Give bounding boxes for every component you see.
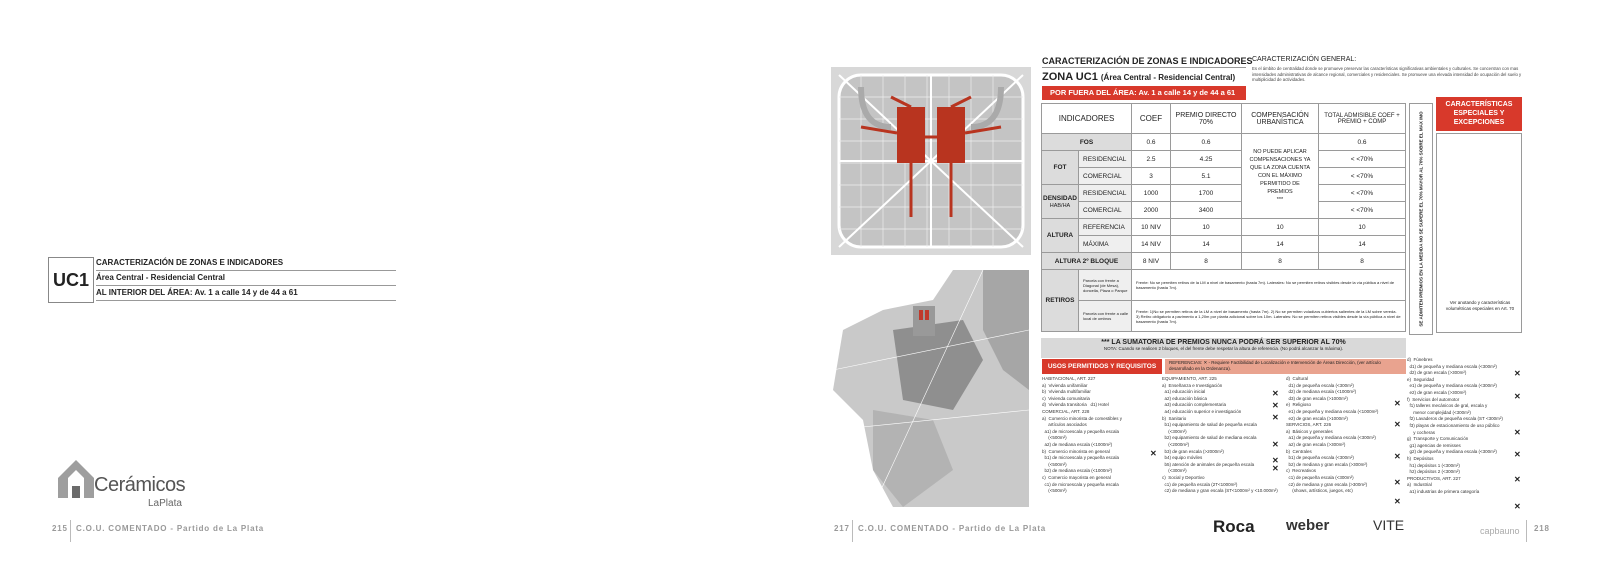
altura-maxima-premio: 14 bbox=[1171, 236, 1242, 253]
right-heading: CARACTERIZACIÓN DE ZONAS E INDICADORES bbox=[1042, 56, 1253, 66]
densidad-residencial-premio: 1700 bbox=[1171, 185, 1242, 202]
x-mark-icon: ✕ bbox=[1272, 464, 1279, 473]
zone-code-box: UC1 bbox=[48, 257, 94, 303]
altura-maxima-coef: 14 NIV bbox=[1132, 236, 1171, 253]
header-indicadores: INDICADORES bbox=[1042, 104, 1132, 134]
page-number-right-a: 217 bbox=[834, 524, 850, 533]
altura-maxima-label: MÁXIMA bbox=[1079, 236, 1132, 253]
densidad-text: DENSIDAD bbox=[1043, 194, 1077, 202]
altura2-coef: 8 NIV bbox=[1132, 253, 1171, 270]
compensation-note bbox=[1242, 134, 1319, 219]
logo-sub-text: LaPlata bbox=[148, 498, 182, 509]
footer-title-left: C.O.U. COMENTADO - Partido de La Plata bbox=[76, 524, 265, 533]
fot-comercial-total: < <70% bbox=[1319, 168, 1406, 185]
zone-heading-line-3: AL INTERIOR DEL ÁREA: Av. 1 a calle 14 y de 44 a 61 bbox=[96, 285, 396, 301]
usos-column-4: d) Fúnebres d1) de pequeña y mediana escala (<300m²) d2) de gran escala (>300m²) e) Seguridad e1) de pequeña y mediana escala (<300m²) e2) de gran escala (>300m²) f) Servicios del automotor f1) talleres mecánicos de gral, escala y menor complejidad (<300m²) f2) Lavaderos de pequeña escala (ST <300m²) f3) playas de estacionamiento de uso público y cocheras g) Transporte y Comunicación g1) agencias de remisses g2) de pequeña y mediana escala (<300m²) h) Depósitos h1) depósitos 1 (<300m²) h2) depósitos 2 (<300m²) PRODUCTIVOS, ART. 227 a) Industrial a1) industrias de primera categoría bbox=[1407, 357, 1503, 494]
altura2-total: 8 bbox=[1319, 253, 1406, 270]
row-altura2-label: ALTURA 2º BLOQUE bbox=[1042, 253, 1132, 270]
retiros-2-text: Frente: 1)No se permiten retiros de la LM a nivel de basamento (hasta 7m). 2) No se permiten voladizos cubiertos salientes de la LM sobre vereda. 3) Retiro obligatorio a pavimento a 1,20m por planta adicional sobre los 10m. Laterales: No se permiten retiros visibles desde la vía pública a nivel de basamento (hasta 7m). bbox=[1132, 301, 1406, 332]
densidad-residencial-total: < <70% bbox=[1319, 185, 1406, 202]
altura-referencia-label: REFERENCIA bbox=[1079, 219, 1132, 236]
densidad-residencial-coef: 1000 bbox=[1132, 185, 1171, 202]
fot-residencial-label: RESIDENCIAL bbox=[1079, 151, 1132, 168]
x-mark-icon: ✕ bbox=[1514, 450, 1521, 459]
retiros-1-text: Frente: No se permiten retiros de la LM a nivel de basamento (hasta 7m). Laterales: No se permiten retiros visibles desde la vía pública a nivel de basamento (hasta 7m). bbox=[1132, 270, 1406, 301]
retiros-1-label: Parcela con frente a Diagonal (de Mesa), doncella, Plaza o Parque bbox=[1079, 270, 1132, 301]
capbauno-logo: capbauno bbox=[1480, 526, 1520, 536]
x-mark-icon: ✕ bbox=[1394, 478, 1401, 487]
zone-heading-line-2: Área Central - Residencial Central bbox=[96, 270, 396, 286]
general-text: Es el ámbito de centralidad donde se promueve preservar las características significativas ambientales y culturales. Se concentran con mas intensidades administrativas de alcance regional, comerciales y residenciales. Se promueve una elevada intensidad de ocupación del suelo y multiplicidad de actividades. bbox=[1252, 66, 1522, 83]
premium-sum-note bbox=[1041, 338, 1406, 358]
footer-divider bbox=[852, 520, 853, 542]
x-mark-icon: ✕ bbox=[1272, 413, 1279, 422]
header-premio: PREMIO DIRECTO 70% bbox=[1171, 104, 1242, 134]
general-title: CARACTERIZACIÓN GENERAL: bbox=[1252, 56, 1357, 63]
x-mark-icon: ✕ bbox=[1394, 497, 1401, 506]
vertical-note-box bbox=[1409, 103, 1433, 335]
characteristics-box: CARACTERÍSTICAS ESPECIALES Y EXCEPCIONES bbox=[1436, 97, 1522, 131]
row-retiros-label: RETIROS bbox=[1042, 270, 1079, 332]
zone-heading-block bbox=[48, 255, 398, 305]
characteristics-note: Ver anotando y características volumétricas especiales en Art. 70 bbox=[1445, 300, 1515, 311]
x-mark-icon: ✕ bbox=[1514, 502, 1521, 511]
vite-logo: VITE bbox=[1373, 517, 1405, 533]
x-mark-icon: ✕ bbox=[1272, 389, 1279, 398]
x-mark-icon: ✕ bbox=[1272, 456, 1279, 465]
zone-title bbox=[1042, 71, 1235, 83]
header-compensacion: COMPENSACIÓN URBANÍSTICA bbox=[1242, 104, 1319, 134]
fos-premio: 0.6 bbox=[1171, 134, 1242, 151]
fot-comercial-label: COMERCIAL bbox=[1079, 168, 1132, 185]
header-total: TOTAL ADMISIBLE COEF + PREMIO + COMP bbox=[1319, 104, 1406, 134]
x-mark-icon: ✕ bbox=[1272, 401, 1279, 410]
logo-main-text: Cerámicos bbox=[94, 474, 186, 496]
altura-referencia-comp: 10 bbox=[1242, 219, 1319, 236]
indicators-table bbox=[1041, 103, 1406, 332]
sum-note-sub: NOTA: Cuando se realicen 2 bloques, el del frente debe respetar la altura de referencia. (No podrá alcanzar la máxima). bbox=[1103, 346, 1344, 351]
weber-logo: weber bbox=[1286, 517, 1330, 534]
usos-references: REFERENCIAS: ✕ - Requiere Factibilidad de Localización e Intervención de Áreas Dirección, (ver artículo desarrollado en la Ordenanza). bbox=[1165, 359, 1406, 374]
row-fot-label: FOT bbox=[1042, 151, 1079, 185]
altura2-comp: 8 bbox=[1242, 253, 1319, 270]
x-mark-icon: ✕ bbox=[1394, 420, 1401, 429]
altura-referencia-coef: 10 NIV bbox=[1132, 219, 1171, 236]
roca-logo: Roca bbox=[1213, 517, 1255, 536]
x-mark-icon: ✕ bbox=[1394, 399, 1401, 408]
ceramicos-logo bbox=[56, 456, 206, 516]
compensation-stars: *** bbox=[1276, 197, 1284, 203]
fos-coef: 0.6 bbox=[1132, 134, 1171, 151]
x-mark-icon: ✕ bbox=[1272, 440, 1279, 449]
footer-title-right: C.O.U. COMENTADO - Partido de La Plata bbox=[858, 524, 1047, 533]
fot-residencial-premio: 4.25 bbox=[1171, 151, 1242, 168]
zone-subtitle: (Área Central - Residencial Central) bbox=[1100, 73, 1236, 82]
densidad-comercial-coef: 2000 bbox=[1132, 202, 1171, 219]
characteristics-panel bbox=[1436, 133, 1522, 333]
retiros-2-label: Parcela con frente a calle local de ombros bbox=[1079, 301, 1132, 332]
fot-residencial-total: < <70% bbox=[1319, 151, 1406, 168]
fot-comercial-coef: 3 bbox=[1132, 168, 1171, 185]
densidad-comercial-total: < <70% bbox=[1319, 202, 1406, 219]
densidad-residencial-label: RESIDENCIAL bbox=[1079, 185, 1132, 202]
compensation-text: NO PUEDE APLICAR COMPENSACIONES YA QUE LA ZONA CUENTA CON EL MÁXIMO PERMITIDO DE PREMIOS bbox=[1249, 149, 1311, 195]
altura-referencia-premio: 10 bbox=[1171, 219, 1242, 236]
densidad-comercial-label: COMERCIAL bbox=[1079, 202, 1132, 219]
x-mark-icon: ✕ bbox=[1514, 428, 1521, 437]
x-mark-icon: ✕ bbox=[1150, 449, 1157, 458]
densidad-comercial-premio: 3400 bbox=[1171, 202, 1242, 219]
usos-column-3: d) Cultural d1) de pequeña escala (<300m²) d2) de mediana escala (<1000m²) d3) de gran escala (>1000m²) e) Religioso e1) de pequeña y mediana escala (<1000m²) e2) de gran escala (>1000m²) SERVICIOS, ART. 226 a) Básicos y generales a1) de pequeña y mediana escala (<300m²) a2) de gran escala (>300m²) b) Centrales b1) de pequeña escala (<300m²) b2) de mediana y gran escala (>300m²) c) Recreativos c1) de pequeña escala (<300m²) c2) de mediana y gran escala (>300m²) (shows, artísticos, juegos, etc) bbox=[1286, 376, 1379, 494]
row-altura-label: ALTURA bbox=[1042, 219, 1079, 253]
area-banner: POR FUERA DEL ÁREA: Av. 1 a calle 14 y de 44 a 61 bbox=[1042, 86, 1246, 100]
page-number-right-b: 218 bbox=[1534, 524, 1550, 533]
heading-rule bbox=[1042, 67, 1246, 68]
altura2-premio: 8 bbox=[1171, 253, 1242, 270]
city-center-map bbox=[831, 67, 1031, 255]
usos-column-2: EQUIPAMIENTO, ART. 225 a) Enseñanza e Investigación a1) educación inicial a2) educación básica a3) educación complementaria a4) educación superior e investigación b) Sanitario b1) equipamiento de salud de pequeña escala (<300m²) b2) equipamiento de salud de mediana escala (<2000m²) b3) de gran escala (>2000m²) b4) equipo móviles b5) atención de animales de pequeña escala (<300m²) c) Social y Deportivo c1) de pequeña escala (2T<1000m²) c2) de mediana y gran escala (ST<1000m² y <10.000m²) bbox=[1162, 376, 1278, 494]
x-mark-icon: ✕ bbox=[1514, 392, 1521, 401]
house-logo-icon bbox=[56, 456, 96, 500]
altura-maxima-comp: 14 bbox=[1242, 236, 1319, 253]
usos-column-1: HABITACIONAL, ART. 227 a) Vivienda unifamiliar b) Vivienda multifamiliar c) Vivienda comunitaria d) Vivienda transitoria d1) Hotel COMERCIAL, ART. 228 a) Comercio minorista de comestibles y artículos asociados a1) de microescala y pequeña escala (<500m²) a2) de mediana escala (<1000m²) b) Comercio minorista en general b1) de microescala y pequeña escala (<500m²) b2) de mediana escala (<1000m²) c) Comercio mayorista en general c1) de microescala y pequeña escala (<500m²) bbox=[1042, 376, 1123, 494]
fot-residencial-coef: 2.5 bbox=[1132, 151, 1171, 168]
densidad-unit: HAB/HA bbox=[1049, 202, 1071, 209]
vertical-note: SE ADMITEN PREMIOS EN LA MEDIDA NO SE SUPERE EL 70% MAYOR AL 70% SOBRE EL MAX IMO bbox=[1418, 111, 1424, 327]
sum-note-text: *** LA SUMATORIA DE PREMIOS NUNCA PODRÁ SER SUPERIOR AL 70% bbox=[1101, 339, 1346, 346]
page-number-left: 215 bbox=[52, 524, 68, 533]
row-densidad-label bbox=[1042, 185, 1079, 219]
altura-maxima-total: 14 bbox=[1319, 236, 1406, 253]
altura-referencia-total: 10 bbox=[1319, 219, 1406, 236]
zone-heading-line-1: CARACTERIZACIÓN DE ZONAS E INDICADORES bbox=[96, 255, 396, 271]
usos-title: USOS PERMITIDOS Y REQUISITOS bbox=[1042, 359, 1162, 374]
row-fos-label: FOS bbox=[1042, 134, 1132, 151]
zone-code: ZONA UC1 bbox=[1042, 71, 1098, 83]
footer-divider bbox=[70, 520, 71, 542]
footer-divider bbox=[1526, 520, 1527, 542]
x-mark-icon: ✕ bbox=[1514, 475, 1521, 484]
header-coef: COEF bbox=[1132, 104, 1171, 134]
regional-location-map bbox=[833, 270, 1029, 507]
x-mark-icon: ✕ bbox=[1394, 452, 1401, 461]
fos-total: 0.6 bbox=[1319, 134, 1406, 151]
fot-comercial-premio: 5.1 bbox=[1171, 168, 1242, 185]
x-mark-icon: ✕ bbox=[1514, 369, 1521, 378]
